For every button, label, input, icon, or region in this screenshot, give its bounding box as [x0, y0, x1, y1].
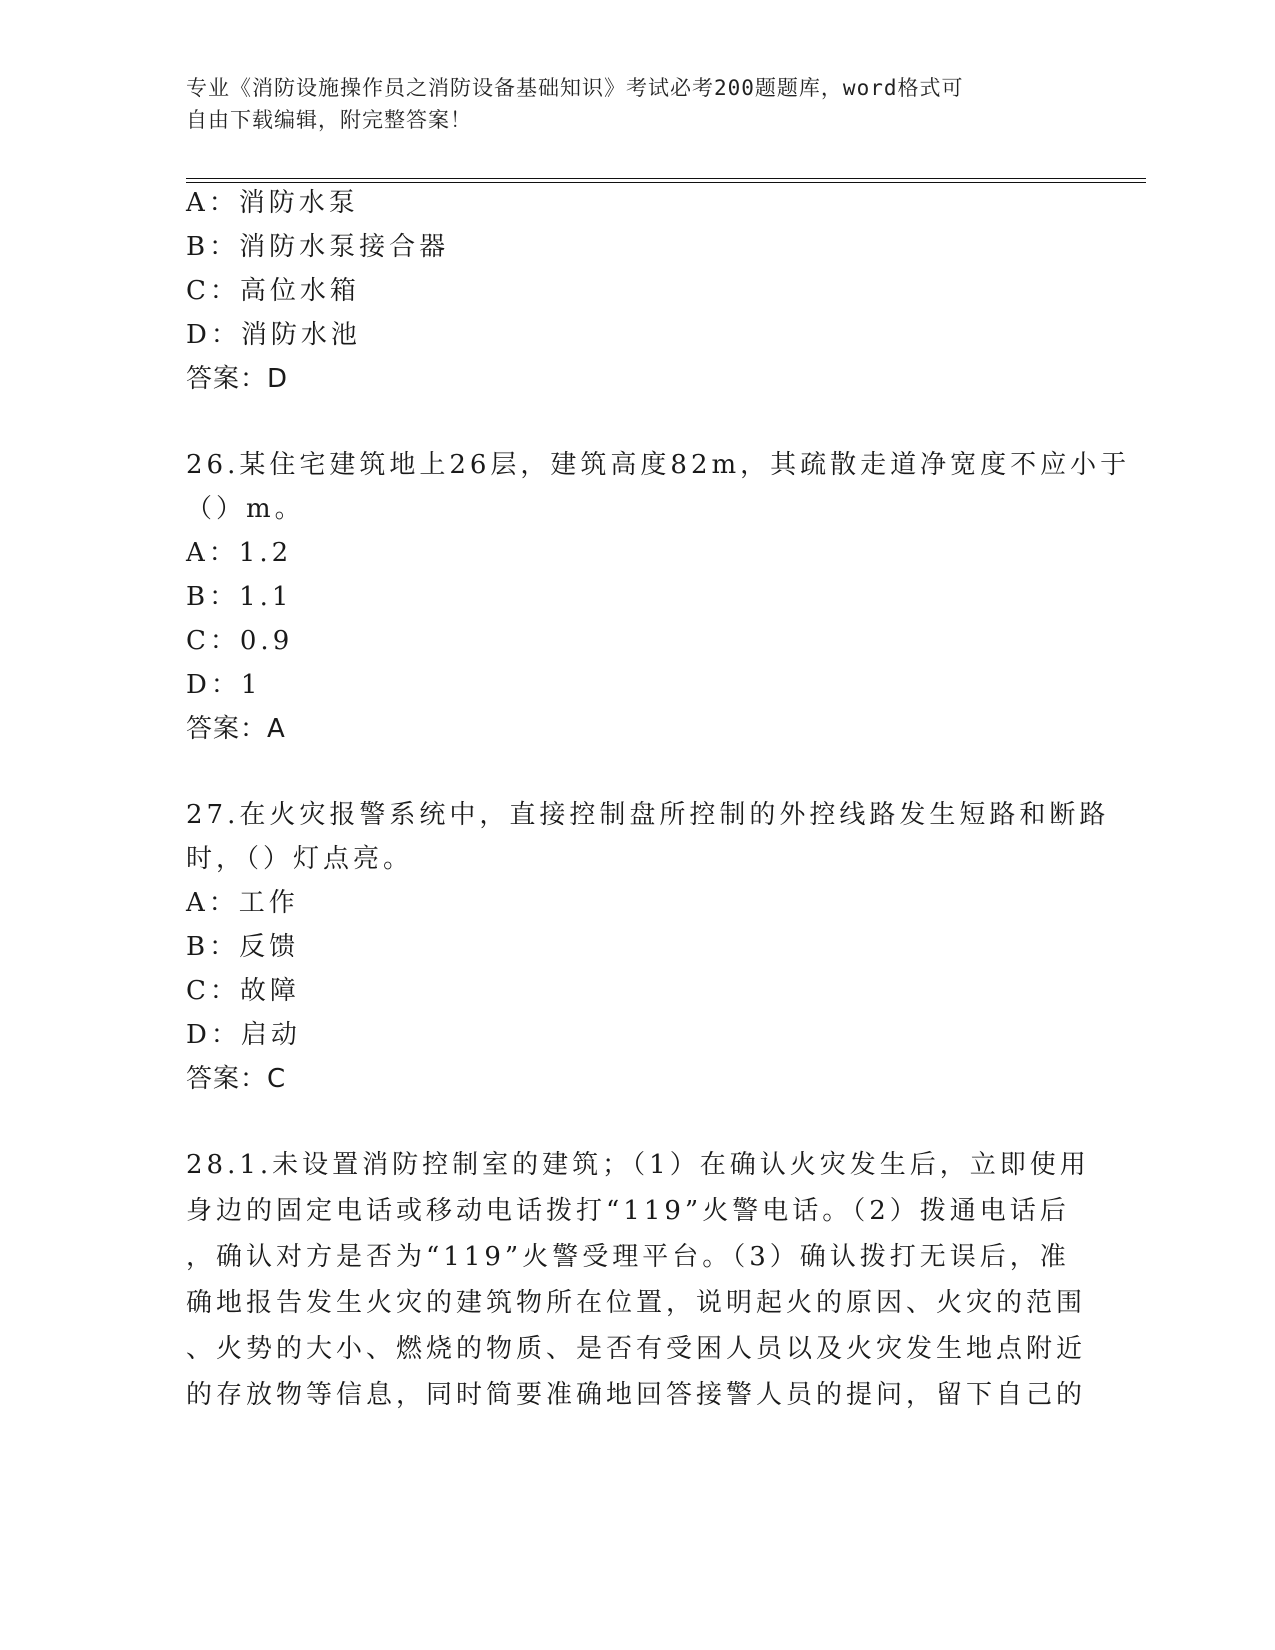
q26-answer: 答案：A [186, 714, 286, 744]
q26-option-a: A：1.2 [186, 538, 293, 568]
q28-line-2: 身边的固定电话或移动电话拨打“119”火警电话。（2）拨通电话后 [186, 1196, 1070, 1226]
q27-stem-line-2: 时，（）灯点亮。 [186, 844, 414, 874]
q25-option-b: B：消防水泵接合器 [186, 232, 450, 262]
q26-stem-line-2: （）m。 [186, 494, 305, 524]
q26-option-b: B：1.1 [186, 582, 293, 612]
q26-option-d: D：1 [186, 670, 262, 700]
header-line-2: 自由下载编辑，附完整答案！ [186, 108, 472, 132]
q27-option-b: B：反馈 [186, 932, 300, 962]
q28-line-1: 28.1.未设置消防控制室的建筑；（1）在确认火灾发生后，立即使用 [186, 1150, 1090, 1180]
q26-option-c: C：0.9 [186, 626, 294, 656]
q27-option-c: C：故障 [186, 976, 300, 1006]
q27-option-d: D：启动 [186, 1020, 301, 1050]
q25-option-a: A：消防水泵 [186, 188, 359, 218]
q25-option-d: D：消防水池 [186, 320, 361, 350]
q27-answer: 答案：C [186, 1064, 287, 1094]
q26-stem-line-1: 26.某住宅建筑地上26层，建筑高度82m，其疏散走道净宽度不应小于 [186, 450, 1131, 480]
q25-option-c: C：高位水箱 [186, 276, 360, 306]
q28-line-3: ，确认对方是否为“119”火警受理平台。（3）确认拨打无误后，准 [186, 1242, 1070, 1272]
q28-paragraph [186, 1142, 1090, 1418]
header-divider-top [186, 178, 1146, 179]
document-header [186, 72, 1066, 136]
q28-line-5: 、火势的大小、燃烧的物质、是否有受困人员以及火灾发生地点附近 [186, 1334, 1087, 1364]
q25-answer: 答案：D [186, 364, 289, 394]
header-line-1: 专业《消防设施操作员之消防设备基础知识》考试必考200题题库，word格式可 [186, 76, 964, 100]
q28-line-6: 的存放物等信息，同时简要准确地回答接警人员的提问，留下自己的 [186, 1380, 1087, 1410]
q27-stem-line-1: 27.在火灾报警系统中，直接控制盘所控制的外控线路发生短路和断路 [186, 800, 1110, 830]
q27-option-a: A：工作 [186, 888, 299, 918]
q28-line-4: 确地报告发生火灾的建筑物所在位置，说明起火的原因、火灾的范围 [186, 1288, 1087, 1318]
